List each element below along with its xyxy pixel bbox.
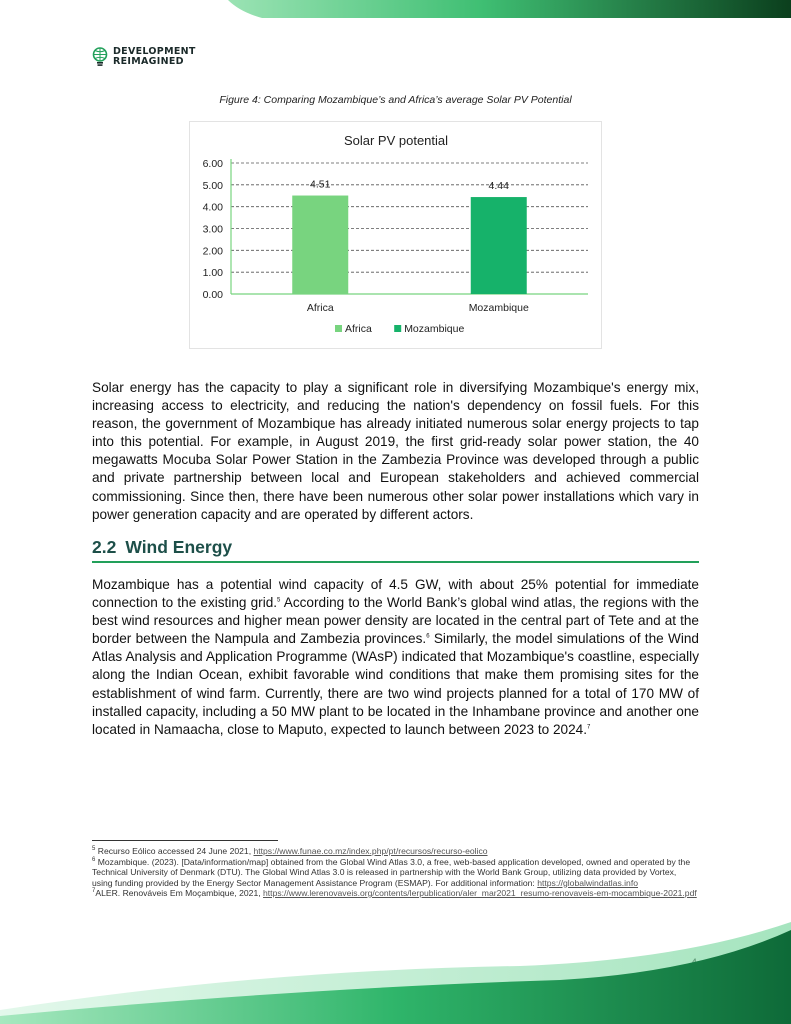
chart-title: Solar PV potential [343, 133, 449, 148]
y-tick-label: 2.00 [202, 245, 223, 258]
bar-africa [292, 196, 348, 294]
y-tick-label: 1.00 [202, 267, 223, 280]
footnote-ref-5[interactable]: 5 [277, 597, 281, 604]
footnote-marker: 6 [92, 856, 96, 863]
brand-logo [92, 47, 196, 67]
footnote-ref-7[interactable]: 7 [587, 724, 591, 731]
data-label: 4.51 [310, 178, 331, 191]
x-tick-label: Africa [306, 302, 334, 314]
footnote-divider [92, 840, 278, 841]
solar-paragraph: Solar energy has the capacity to play a significant role in diversifying Mozambique's energy mix, increasing access to electricity, and reducing the nation's dependency on fossil fuels. For this reason, the government of Mozambique has already initiated numerous solar energy projects to tap into this potential. For example, in August 2019, the first grid-ready solar power station, the 40 megawatts Mocuba Solar Power Station in the Zambezia Province was developed through a public and private partnership between local and European stakeholders and achieved commercial commissioning. Since then, there have been numerous other solar power installations which vary in power generation capacity and are operated by different actors. [92, 380, 699, 522]
section-title: Wind Energy [125, 537, 233, 557]
legend-label: Africa [345, 323, 372, 335]
footnote-text: ALER. Renováveis Em Moçambique, 2021, [95, 888, 264, 898]
data-label: 4.44 [488, 180, 509, 193]
y-tick-label: 0.00 [202, 289, 223, 301]
y-tick-label: 3.00 [202, 223, 223, 236]
footnote-6-link[interactable]: https://globalwindatlas.info [537, 877, 639, 888]
y-tick-label: 4.00 [202, 201, 223, 214]
chart-canvas [190, 122, 603, 350]
footnote-marker: 5 [92, 846, 96, 853]
wind-paragraph [92, 576, 699, 739]
footnote-5-link[interactable]: https://www.funae.co.mz/index.php/pt/recursos/recurso-eolico [253, 846, 488, 856]
footnote-6 [92, 857, 697, 889]
solar-pv-chart [189, 121, 602, 349]
wind-text-1: Mozambique has a potential wind capacity of 4.5 GW, with about 25% potential for immediate connection to the existing grid. [92, 577, 699, 611]
wind-text-2: According to the World Bank’s global wind atlas, the regions with the best wind resources and higher mean power density are located in the central part of Tete and at the border between the Nampula and Zambezia provinces. [92, 595, 699, 647]
logo-line-2: REIMAGINED [113, 56, 184, 67]
footnote-7 [92, 888, 697, 899]
footnotes [92, 846, 697, 899]
legend-swatch [335, 325, 342, 332]
footnote-ref-6[interactable]: 6 [426, 633, 430, 640]
logo-line-1: DEVELOPMENT [113, 46, 196, 57]
footnote-marker: 7 [92, 888, 96, 895]
y-tick-label: 5.00 [202, 179, 223, 192]
bar-mozambique [471, 197, 527, 294]
section-number: 2.2 [92, 537, 117, 557]
footnote-text: Mozambique. (2023). [Data/information/map] obtained from the Global Wind Atlas 3.0, a free, web-based application developed, owned and operated by the Technical University of Denmark (DTU). The Global Wind Atlas 3.0 is released in partnership with the World Bank Group, utilizing data provided by Vortex, using funding provided by the Energy Sector Management Assistance Program (ESMAP). For additional information: [92, 856, 691, 888]
figure-caption: Figure 4: Comparing Mozambique’s and Africa’s average Solar PV Potential [219, 94, 572, 106]
x-tick-label: Mozambique [468, 302, 529, 314]
footnote-5 [92, 846, 697, 857]
legend-label: Mozambique [404, 323, 465, 335]
y-tick-label: 6.00 [202, 158, 223, 170]
footnote-text: Recurso Eólico accessed 24 June 2021, [95, 846, 254, 856]
lightbulb-globe-icon [92, 47, 108, 67]
header-band [0, 0, 791, 18]
wind-text-3: Similarly, the model simulations of the Wind Atlas Analysis and Application Programme (WAsP) indicated that Mozambique's coastline, especially along the Indian Ocean, exhibit favorable wind conditions that make them promising sites for the establishment of wind farm. Currently, there are two wind projects planned for a total of 170 MW of installed capacity, including a 50 MW plant to be located in the Inhambane province and another one located in Namaacha, close to Maputo, expected to launch between 2023 to 2024. [92, 631, 699, 737]
footnote-7-link[interactable]: https://www.lerenovaveis.org/contents/lerpublication/aler_mar2021_resumo-renovaveis-em-mocambique-2021.pdf [263, 888, 697, 898]
section-heading [92, 537, 699, 563]
legend-swatch [394, 325, 401, 332]
footer-wave [0, 900, 791, 1024]
